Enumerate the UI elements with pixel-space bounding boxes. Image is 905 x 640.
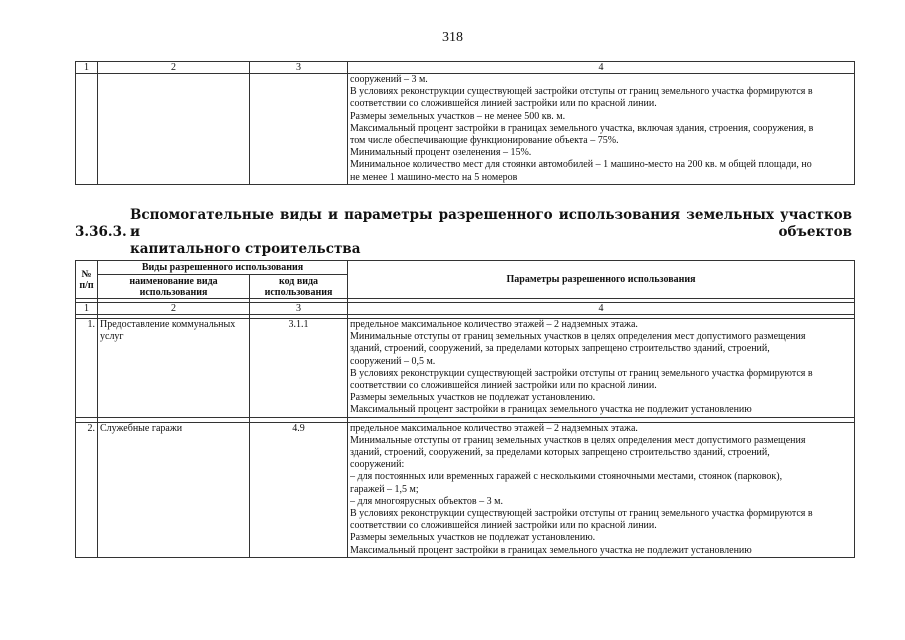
col-number: 4 <box>348 62 855 74</box>
row-code-cell: 4.9 <box>250 422 348 557</box>
section-number: 3.36.3. <box>75 224 127 240</box>
text-line: В условиях реконструкции существующей застройки отступы от границ земельного участка формируются в <box>350 86 813 98</box>
text-line: Минимальные отступы от границ земельных участков в целях определения мест допустимого размещения <box>350 331 806 343</box>
text-line: зданий, строений, сооружений, за пределами которых запрещено строительство зданий, строений, <box>350 343 770 355</box>
col-number: 4 <box>348 303 855 315</box>
header-num: № п/п <box>76 261 98 299</box>
text-line: Минимальные отступы от границ земельных участков в целях определения мест допустимого размещения <box>350 434 806 446</box>
text-line: сооружений – 3 м. <box>350 74 428 85</box>
col-number: 1 <box>76 303 98 315</box>
header-name: наименование вида использования <box>98 275 250 299</box>
text-line: Максимальный процент застройки в границах земельного участка не подлежит установлению <box>350 544 752 556</box>
text-line: Минимальный процент озеленения – 15%. <box>350 147 532 159</box>
row-name-cell: Служебные гаражи <box>98 422 250 557</box>
text-line: соответствии со сложившейся линией застройки или по красной линии. <box>350 98 657 110</box>
row-num-cell: 2. <box>76 422 98 557</box>
page-number: 318 <box>442 30 463 45</box>
text-line: Максимальный процент застройки в границах земельного участка не подлежит установлению <box>350 404 752 416</box>
section-title-line1: Вспомогательные виды и параметры разрешенного использования земельных участков и объектов <box>130 207 852 240</box>
row-code-cell: 3.1.1 <box>250 319 348 418</box>
main-table <box>75 260 855 558</box>
col-number: 1 <box>76 62 98 74</box>
text-line: соответствии со сложившейся линией застройки или по красной линии. <box>350 520 657 532</box>
row-params-cell <box>348 319 855 418</box>
text-line: сооружений: <box>350 459 405 471</box>
text-line: сооружений – 0,5 м. <box>350 355 436 367</box>
text-line: том числе обеспечивающие функционирование объекта – 75%. <box>350 135 619 147</box>
text-line: соответствии со сложившейся линией застройки или по красной линии. <box>350 380 657 392</box>
text-line: Размеры земельных участков не подлежат установлению. <box>350 392 596 404</box>
row-name-cell: Предоставление коммунальных услуг <box>98 319 250 418</box>
text-line: Размеры земельных участков не подлежат установлению. <box>350 532 596 544</box>
text-line: Максимальный процент застройки в границах земельного участка, включая здания, строения, сооружения, в <box>350 122 814 134</box>
row-num-cell <box>76 74 98 185</box>
text-line: гаражей – 1,5 м; <box>350 483 419 495</box>
text-line: не менее 1 машино-место на 5 номеров <box>350 171 518 183</box>
text-line: В условиях реконструкции существующей застройки отступы от границ земельного участка формируются в <box>350 367 813 379</box>
row-code-cell <box>250 74 348 185</box>
section-title-line2: капитального строительства <box>130 241 361 257</box>
column-number-row <box>76 62 855 74</box>
header-params: Параметры разрешенного использования <box>348 261 855 299</box>
table-row <box>76 74 855 185</box>
col-number: 3 <box>250 303 348 315</box>
table-row <box>76 422 855 557</box>
row-num-cell: 1. <box>76 319 98 418</box>
text-line: предельное максимальное количество этажей – 2 надземных этажа. <box>350 422 638 434</box>
text-line: – для многоярусных объектов – 3 м. <box>350 495 503 507</box>
text-line: В условиях реконструкции существующей застройки отступы от границ земельного участка формируются в <box>350 508 813 520</box>
col-number: 2 <box>98 62 250 74</box>
col-number: 3 <box>250 62 348 74</box>
text-line: предельное максимальное количество этажей – 2 надземных этажа. <box>350 319 638 330</box>
text-line: – для постоянных или временных гаражей с несколькими стояночными местами, стоянок (парковок), <box>350 471 783 483</box>
header-group: Виды разрешенного использования <box>98 261 348 275</box>
text-line: Минимальное количество мест для стоянки автомобилей – 1 машино-место на 200 кв. м общей площади, но <box>350 159 812 171</box>
section-heading <box>75 207 855 258</box>
text-line: Размеры земельных участков – не менее 500 кв. м. <box>350 110 566 122</box>
top-table <box>75 61 855 185</box>
col-number: 2 <box>98 303 250 315</box>
column-number-row <box>76 303 855 315</box>
text-line: зданий, строений, сооружений, за пределами которых запрещено строительство зданий, строений, <box>350 447 770 459</box>
row-params-cell <box>348 74 855 185</box>
row-name-cell <box>98 74 250 185</box>
table-row <box>76 319 855 418</box>
header-row-1 <box>76 261 855 275</box>
header-code: код вида использования <box>250 275 348 299</box>
row-params-cell <box>348 422 855 557</box>
